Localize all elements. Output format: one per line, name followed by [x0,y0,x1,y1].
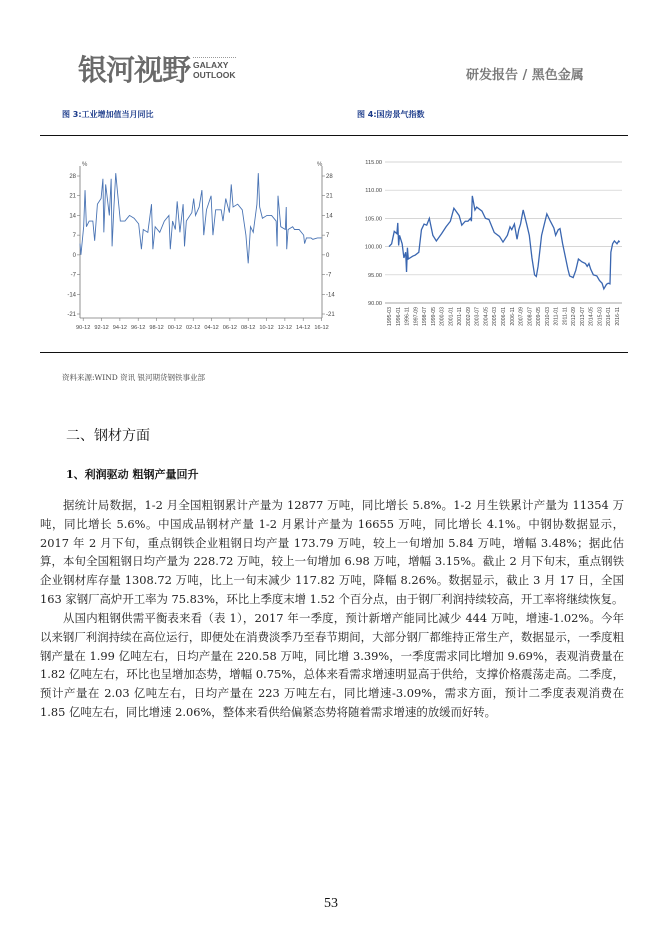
x-tick-label: 1995-03 [387,307,393,327]
galaxy-outlook-logo [78,48,236,89]
y-unit-right: % [317,162,323,168]
x-tick-label: 2015-03 [597,307,604,327]
x-tick-label: 90-12 [76,325,91,331]
figure-4-caption: 图 4:国房景气指数 [357,110,425,119]
x-tick-label: 04-12 [204,325,219,331]
x-tick-label: 14-12 [296,325,311,331]
x-tick-label: 2002-09 [465,307,472,327]
y-tick-label-left: 21 [69,193,76,200]
logo-en-line1: GALAXY [193,60,229,70]
figure-3-caption: 图 3:工业增加值当月同比 [62,110,154,119]
x-tick-label: 1997-09 [413,307,420,327]
housing-climate-index-chart [355,152,630,350]
x-tick-label: 08-12 [241,325,256,331]
y-tick-label-left: 28 [69,174,76,180]
paragraph-1: 据统计局数据，1-2 月全国粗钢累计产量为 12877 万吨，同比增长 5.8%。1-2 月生铁累计产量为 11354 万吨，同比增长 5.6%。中国成品钢材产量 1-2 月累计产量为 16655 万吨，同比增长 4.1%。中钢协数据显示，2017 年 2 月下旬，重点钢铁企业粗钢日均产量 173.79 万吨，较上一旬增加 5.84 万吨，增幅 3.48%；据此估算，本旬全国粗钢日均产量为 228.72 万吨，较上一旬增加 6.98 万吨，增幅 3.15%。截止 2 月下旬末，重点钢铁企业钢材库存量 1308.72 万吨，比上一旬末减少 117.82 万吨，降幅 8.26%。数据显示，截止 3 月 17 日，全国 163 家钢厂高炉开工率为 75.83%，环比上季度末增 1.52 个百分点，由于钢厂利润持续较高，开工率将继续恢复。 [40,498,624,606]
x-tick-label: 2008-07 [527,307,534,327]
x-tick-label: 10-12 [259,325,274,331]
x-tick-label: 2010-03 [544,307,551,327]
x-tick-label: 2006-11 [509,307,516,326]
x-tick-label: 2016-01 [606,307,613,327]
x-tick-label: 2011-11 [562,307,569,326]
x-tick-label: 1999-05 [430,307,437,327]
x-tick-label: 2005-03 [492,307,499,327]
logo-chinese: 银河视野 [78,53,191,87]
series-line [80,173,322,263]
section-heading: 二、钢材方面 [66,428,150,444]
logo-en-line2: OUTLOOK [193,70,236,80]
y-tick-label-right: 28 [326,174,333,180]
x-tick-label: 2011-01 [553,307,560,326]
y-tick-label: 100.00 [364,244,382,251]
y-tick-label-left: 0 [72,252,76,259]
x-tick-label: 2013-07 [579,307,586,327]
sub-heading: 1、利润驱动 粗钢产量回升 [66,468,199,481]
y-tick-label-right: 7 [326,233,330,240]
page-number: 53 [324,896,338,911]
x-tick-label: 94-12 [112,325,128,331]
logo-english [193,57,236,80]
figure-bottom-rule [40,352,628,353]
paragraph-2: 从国内粗钢供需平衡表来看（表 1），2017 年一季度，预计新增产能同比减少 444 万吨，增速-1.02%。今年以来钢厂利润持续在高位运行，即便处在消费淡季乃至春节期间，大部分钢厂都维持正常生产，数据显示，一季度粗钢产量在 1.99 亿吨左右，日均产量在 220.58 万吨，同比增 3.39%，一季度需求同比增加 9.69%，表观消费量在 1.82 亿吨左右，环比也呈增加态势，增幅 0.75%，总体来看需求增速明显高于供给，支撑价格震荡走高。二季度，预计产量在 2.03 亿吨左右，日均产量在 223 万吨左右，同比增速-3.09%，需求方面，预计二季度表观消费在 1.85 亿吨左右，同比增速 2.06%，整体来看供给偏紧态势将随着需求增速的放缓而好转。 [40,611,624,719]
y-tick-label: 90.00 [368,301,382,307]
y-tick-label-right: 14 [326,213,333,220]
x-tick-label: 16-12 [314,325,329,331]
y-unit-left: % [82,162,88,168]
y-tick-label: 105.00 [364,216,382,223]
y-tick-label-right: 21 [326,193,333,200]
y-tick-label-left: 7 [72,233,76,240]
figure-top-rule [40,135,628,136]
x-tick-label: 92-12 [94,325,109,331]
y-tick-label-right: -21 [326,312,335,318]
y-tick-label: 110.00 [365,188,382,195]
x-tick-label: 2001-01 [448,307,455,327]
figure-source: 资料来源:WIND 资讯 银河期货钢铁事业部 [62,373,206,382]
x-tick-label: 2016-11 [615,307,621,326]
x-tick-label: 2004-05 [483,307,490,327]
y-tick-label: 95.00 [368,272,382,279]
x-tick-label: 2006-01 [501,307,507,327]
y-tick-label-right: 0 [326,252,330,259]
y-tick-label-right: -7 [326,272,332,279]
x-tick-label: 2014-05 [588,307,595,327]
y-tick-label-left: -7 [70,272,76,279]
x-tick-label: 2001-11 [457,307,464,326]
report-section-label: 研发报告 / 黑色金属 [466,68,584,83]
y-tick-label: 115.00 [365,160,382,166]
x-tick-label: 06-12 [222,325,238,331]
y-tick-label-left: -14 [67,292,76,299]
x-tick-label: 1996-01 [395,307,402,327]
x-tick-label: 2007-09 [518,307,525,327]
industrial-value-added-chart [58,158,343,338]
x-tick-label: 2003-07 [474,307,481,327]
y-tick-label-left: 14 [69,213,76,220]
x-tick-label: 96-12 [131,325,146,331]
y-tick-label-left: -21 [67,312,76,318]
x-tick-label: 00-12 [167,325,183,331]
x-tick-label: 02-12 [186,325,201,331]
x-tick-label: 98-12 [149,325,164,331]
x-tick-label: 2000-03 [439,307,446,327]
y-tick-label-right: -14 [326,292,335,299]
x-tick-label: 12-12 [277,325,293,331]
x-tick-label: 1996-11 [404,307,411,326]
x-tick-label: 2009-05 [536,307,543,327]
x-tick-label: 1998-07 [422,307,429,327]
x-tick-label: 2012-09 [571,307,578,327]
